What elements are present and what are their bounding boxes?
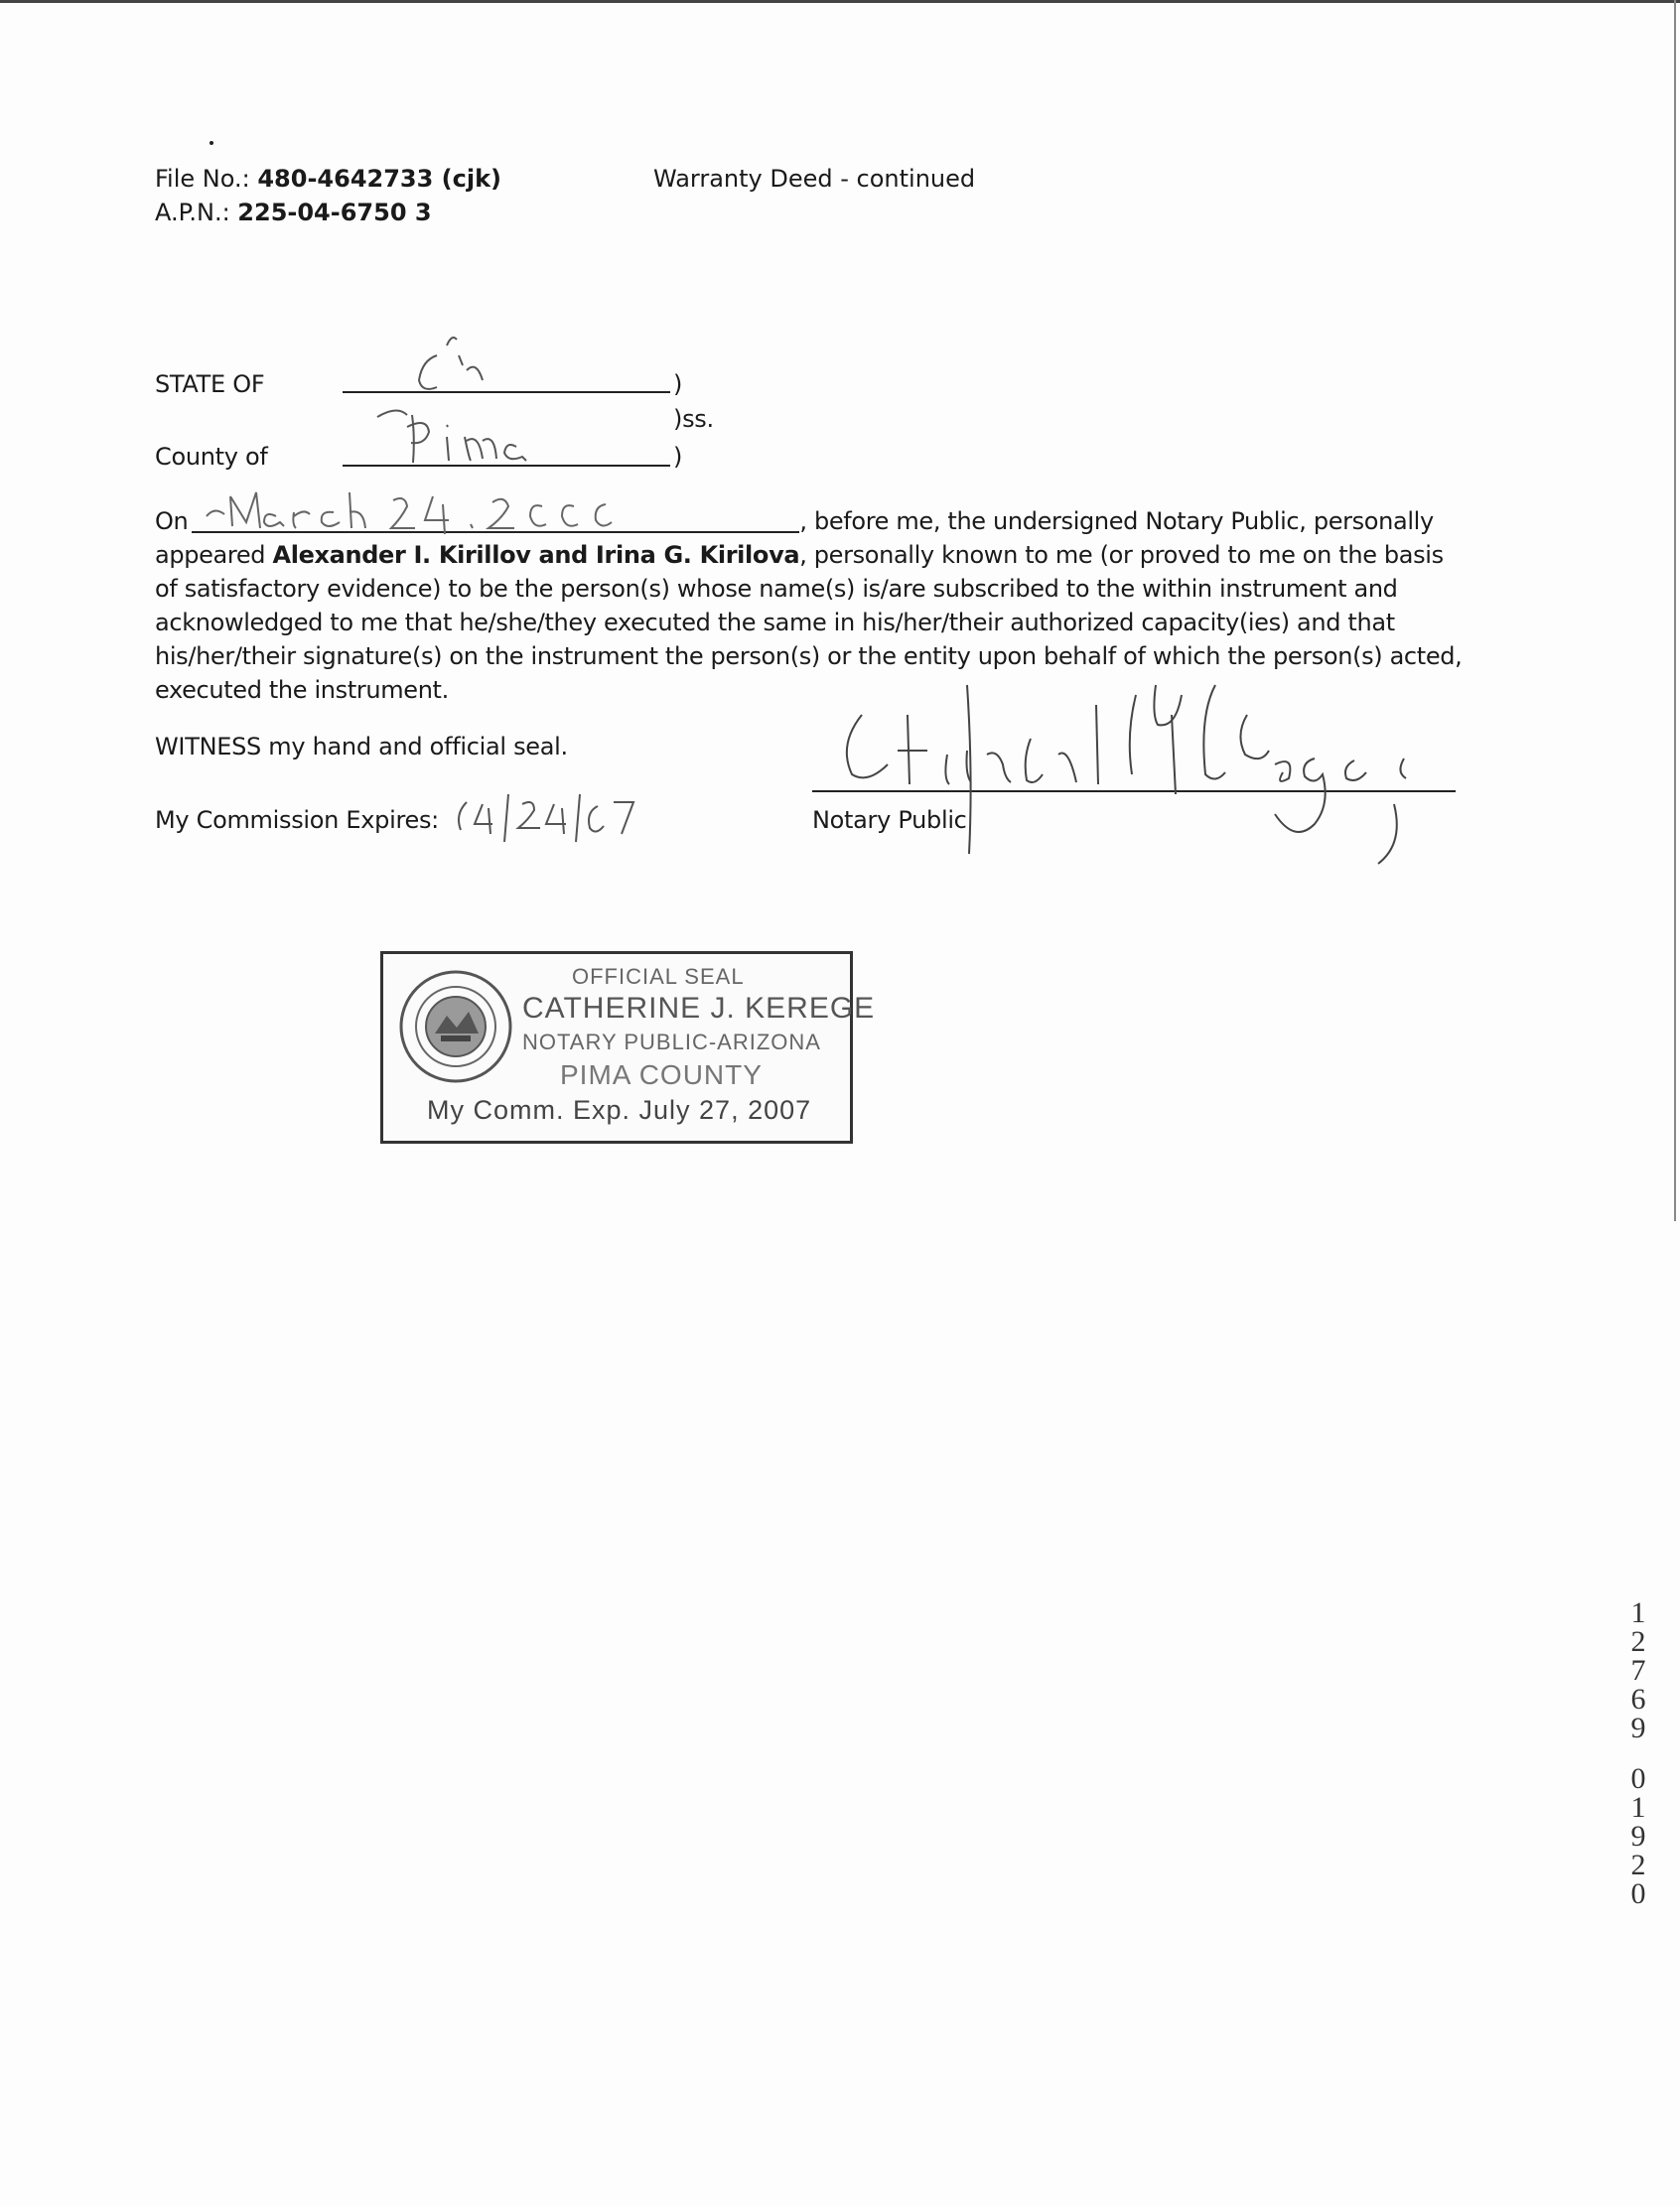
ss-marker: )ss.: [673, 405, 714, 433]
notary-public-label: Notary Public: [812, 806, 967, 834]
notary-signature-text: Catherine J. Kerege: [798, 869, 808, 870]
handwritten-date-text: March 24, 2006: [195, 534, 203, 535]
handwritten-expiration-text: 07/27/07: [453, 842, 458, 843]
scan-speck: [210, 141, 213, 145]
commission-label: My Commission Expires:: [155, 806, 439, 834]
scan-right-edge: [1674, 0, 1676, 1221]
ack-line-2: [155, 538, 1466, 572]
recording-digit: 2: [1630, 1849, 1646, 1881]
handwritten-expiration: [453, 784, 711, 844]
seal-line-5: My Comm. Exp. July 27, 2007: [427, 1095, 812, 1125]
state-label: STATE OF: [155, 370, 265, 398]
document-title: Warranty Deed - continued: [653, 165, 976, 193]
ack-line-1-rest: , before me, the undersigned Notary Public, personally: [799, 507, 1434, 535]
witness-line: WITNESS my hand and official seal.: [155, 733, 568, 760]
handwritten-date: [195, 477, 810, 536]
apn: [155, 199, 432, 226]
file-number-label: File No.:: [155, 165, 250, 193]
recording-number: [1618, 1598, 1658, 1908]
ack-line-3: of satisfactory evidence) to be the person(s) whose name(s) is/are subscribed to the within instrument and: [155, 575, 1398, 603]
apn-value: 225-04-6750 3: [237, 199, 432, 226]
apn-label: A.P.N.:: [155, 199, 230, 226]
recording-digit: 9: [1630, 1712, 1646, 1744]
handwritten-county-text: Pima: [367, 467, 370, 468]
official-seal-stamp: [380, 951, 876, 1144]
file-number: [155, 165, 501, 193]
signer-names: Alexander I. Kirillov and Irina G. Kirilova: [272, 541, 800, 569]
appeared-word: appeared: [155, 541, 266, 569]
ack-line-6: executed the instrument.: [155, 676, 449, 704]
state-paren: ): [673, 370, 683, 398]
recording-digit: 6: [1630, 1683, 1646, 1716]
recording-digit: 9: [1630, 1820, 1646, 1853]
on-label: On: [155, 507, 189, 535]
recording-digit: 1: [1630, 1596, 1646, 1629]
file-number-value: 480-4642733 (cjk): [257, 165, 502, 193]
seal-line-1: OFFICIAL SEAL: [572, 964, 745, 989]
ack-line-5: his/her/their signature(s) on the instrument the person(s) or the entity upon behalf of which the person(s) acted,: [155, 642, 1463, 670]
handwritten-state: [397, 326, 536, 405]
ack-line-4: acknowledged to me that he/she/they executed the same in his/her/their authorized capacity(ies) and that: [155, 609, 1395, 636]
seal-line-2: CATHERINE J. KEREGE: [522, 992, 876, 1025]
recording-digit: 0: [1630, 1877, 1646, 1910]
seal-line-4: PIMA COUNTY: [560, 1059, 763, 1090]
recording-digit: 0: [1630, 1762, 1646, 1795]
handwritten-state-text: Az: [397, 403, 399, 404]
notary-signature: [798, 655, 1454, 874]
recording-gap: [1618, 1742, 1658, 1764]
scan-top-edge: [0, 0, 1680, 3]
recording-digit: 7: [1630, 1654, 1646, 1687]
county-paren: ): [673, 443, 683, 471]
recording-digit: 2: [1630, 1625, 1646, 1658]
handwritten-county: [367, 397, 616, 469]
ack-line-2-rest: , personally known to me (or proved to me on the basis: [799, 541, 1444, 569]
seal-line-3: NOTARY PUBLIC-ARIZONA: [522, 1030, 821, 1054]
recording-digit: 1: [1630, 1791, 1646, 1824]
county-label: County of: [155, 443, 268, 471]
arizona-state-seal-icon: [397, 968, 514, 1085]
